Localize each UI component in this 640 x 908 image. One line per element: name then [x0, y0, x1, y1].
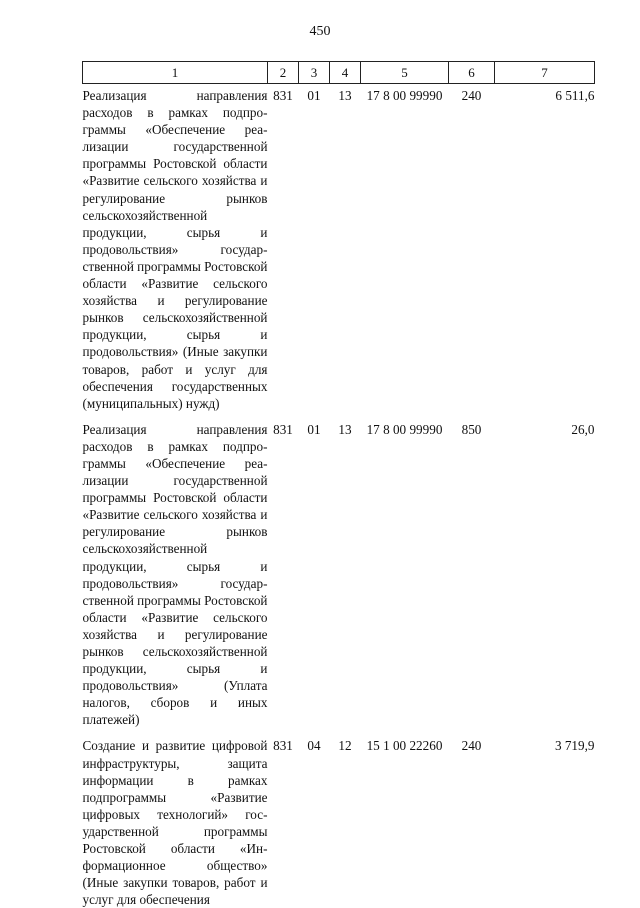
row-description: Создание и развитие цифровой инфраструктуры, защита информации в рамках подпрограммы «Развитие цифровых технологий» государственной программы Ростовской области «Информационное общество» (Иные закупки товаров, работ и услуг для обеспечения	[82, 738, 268, 908]
row-target-article: 17 8 00 99990	[366, 88, 443, 103]
row-expense-type: 240	[461, 88, 482, 103]
row-section-code: 04	[307, 738, 321, 754]
row-expense-type: 850	[461, 421, 482, 437]
page-number: 450	[309, 24, 331, 39]
row-section-code: 01	[307, 88, 321, 103]
table-row	[83, 421, 595, 738]
budget-table	[82, 61, 595, 908]
column-header: 6	[449, 62, 495, 84]
row-ministry-code: 831	[273, 738, 293, 754]
row-target-article: 15 1 00 22260	[366, 738, 443, 754]
table-row	[83, 84, 595, 421]
column-header: 2	[268, 62, 299, 84]
header-row	[83, 62, 595, 84]
row-amount: 6 511,6	[555, 88, 595, 103]
row-target-article: 17 8 00 99990	[366, 421, 443, 437]
row-amount: 3 719,9	[554, 738, 595, 754]
column-header: 1	[83, 62, 268, 84]
column-header: 5	[361, 62, 449, 84]
table-row	[83, 737, 595, 908]
row-amount: 26,0	[571, 421, 595, 437]
row-subsection-code: 13	[338, 421, 352, 437]
column-header: 4	[330, 62, 361, 84]
row-subsection-code: 12	[338, 738, 352, 754]
row-description: Реализация направления расходов в рамках подпрограммы «Обеспечение реализации государственной программы Ростовской области «Развитие сельского хозяйства и регулирование рынков сельскохозяйственной продукции, сырья и продовольствия» государственной программы Ростовской области «Развитие сельского хозяйства и регулирование рынков сельскохозяйственной продукции, сырья и продовольствия» (Иные закупки товаров, работ и услуг для обеспечения государственных (муниципальных) нужд)	[82, 88, 268, 411]
row-ministry-code: 831	[273, 88, 293, 103]
row-expense-type: 240	[461, 738, 482, 754]
row-ministry-code: 831	[273, 421, 293, 437]
column-header: 7	[495, 62, 595, 84]
column-header: 3	[299, 62, 330, 84]
row-subsection-code: 13	[338, 88, 352, 103]
row-description: Реализация направления расходов в рамках подпрограммы «Обеспечение реализации государственной программы Ростовской области «Развитие сельского хозяйства и регулирование рынков сельскохозяйственной продукции, сырья и продовольствия» государственной программы Ростовской области «Развитие сельского хозяйства и регулирование рынков сельскохозяйственной продукции, сырья и продовольствия» (Уплата налогов, сборов и иных платежей)	[82, 421, 268, 728]
row-section-code: 01	[307, 421, 321, 437]
